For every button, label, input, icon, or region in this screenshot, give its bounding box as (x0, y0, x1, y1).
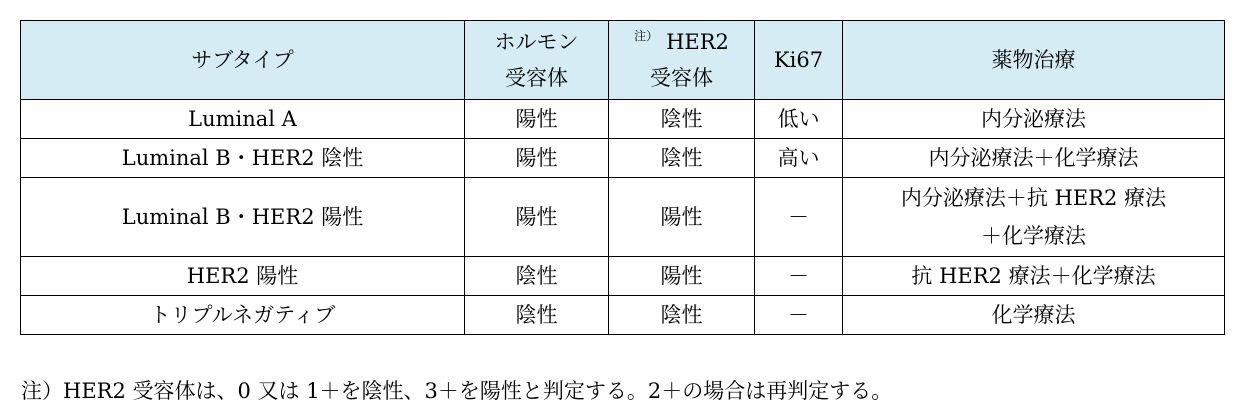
cell-subtype: Luminal A (21, 100, 465, 139)
cell-treatment: 抗 HER2 療法＋化学療法 (843, 257, 1225, 296)
cell-ki67: 高い (755, 139, 843, 178)
cell-ki67: － (755, 178, 843, 257)
header-ki67 (755, 21, 843, 100)
cell-subtype: Luminal B・HER2 陰性 (21, 139, 465, 178)
cell-subtype: Luminal B・HER2 陽性 (21, 178, 465, 257)
cell-ki67: 低い (755, 100, 843, 139)
cell-treatment-line1: 内分泌療法＋抗 HER2 療法 (900, 186, 1167, 210)
header-treatment-label: 薬物治療 (991, 48, 1076, 72)
cell-hormone: 陰性 (465, 296, 609, 335)
header-her2-receptor (609, 21, 755, 100)
cell-her2: 陰性 (609, 139, 755, 178)
cell-her2: 陽性 (609, 257, 755, 296)
cell-ki67: － (755, 257, 843, 296)
cell-hormone: 陰性 (465, 257, 609, 296)
table-row (21, 296, 1225, 335)
header-her2-line2: 受容体 (650, 66, 713, 90)
footnote: 注）HER2 受容体は、0 又は 1＋を陰性、3＋を陽性と判定する。2＋の場合は再判定する。 (21, 379, 893, 403)
header-ki67-label: Ki67 (773, 48, 824, 72)
header-subtype-label: サブタイプ (191, 48, 294, 72)
cell-subtype: トリプルネガティブ (21, 296, 465, 335)
header-subtype (21, 21, 465, 100)
cell-ki67: － (755, 296, 843, 335)
table-row (21, 178, 1225, 257)
cell-treatment (843, 178, 1225, 257)
cell-her2: 陽性 (609, 178, 755, 257)
table-header-row (21, 21, 1225, 100)
cell-her2: 陰性 (609, 296, 755, 335)
header-hormone-receptor (465, 21, 609, 100)
header-her2-line1: HER2 (666, 30, 729, 54)
header-treatment (843, 21, 1225, 100)
cell-treatment: 内分泌療法 (843, 100, 1225, 139)
cell-her2: 陰性 (609, 100, 755, 139)
cell-hormone: 陽性 (465, 178, 609, 257)
cell-hormone: 陽性 (465, 139, 609, 178)
header-hormone-line1: ホルモン (494, 30, 579, 54)
cell-hormone: 陽性 (465, 100, 609, 139)
table-row (21, 139, 1225, 178)
table-row (21, 100, 1225, 139)
cell-treatment: 化学療法 (843, 296, 1225, 335)
header-her2-note-mark: 注） (634, 29, 659, 43)
cell-subtype: HER2 陽性 (21, 257, 465, 296)
cell-treatment-line2: ＋化学療法 (981, 224, 1086, 248)
header-hormone-line2: 受容体 (505, 66, 568, 90)
table-row (21, 257, 1225, 296)
subtype-table (20, 20, 1225, 335)
cell-treatment: 内分泌療法＋化学療法 (843, 139, 1225, 178)
